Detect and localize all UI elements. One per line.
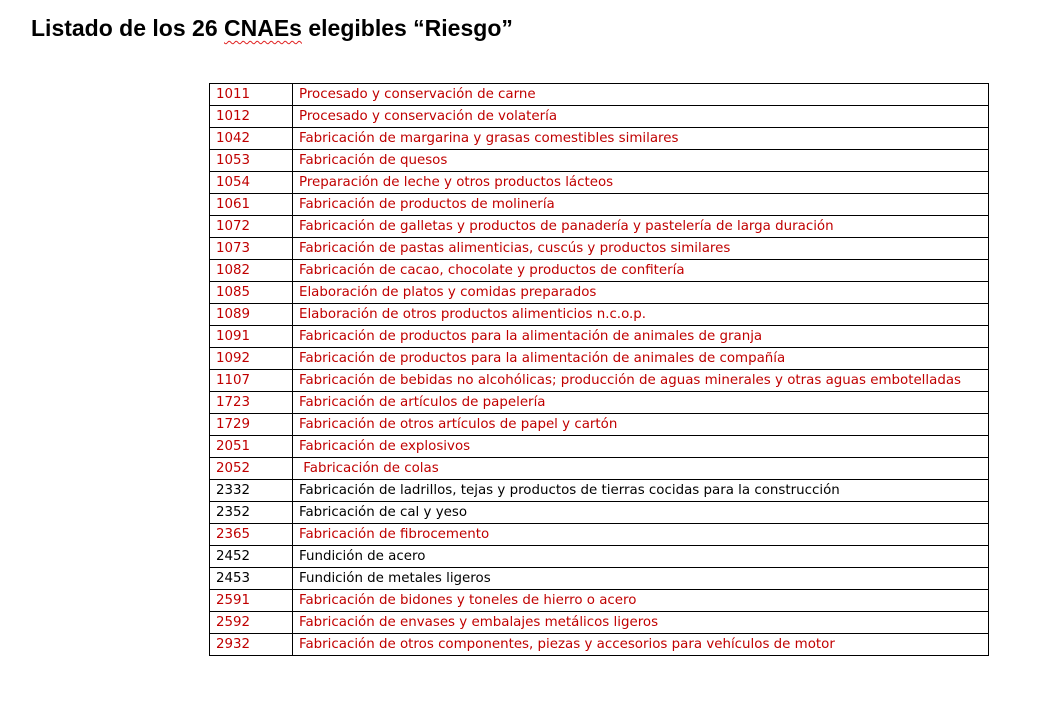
table-row	[210, 172, 989, 194]
table-row	[210, 480, 989, 502]
cnae-code-cell: 1053	[210, 150, 293, 172]
cnae-code-cell: 2365	[210, 524, 293, 546]
cnae-description-cell: Fabricación de cal y yeso	[293, 502, 989, 524]
cnae-description-cell: Fabricación de ladrillos, tejas y productos de tierras cocidas para la construcción	[293, 480, 989, 502]
cnae-code-cell: 1082	[210, 260, 293, 282]
table-row	[210, 414, 989, 436]
cnae-description-cell: Procesado y conservación de carne	[293, 84, 989, 106]
table-row	[210, 282, 989, 304]
table-row	[210, 194, 989, 216]
cnae-code-cell: 1042	[210, 128, 293, 150]
cnae-description-cell: Fabricación de productos para la alimentación de animales de compañía	[293, 348, 989, 370]
cnae-code-cell: 1092	[210, 348, 293, 370]
cnae-description-cell: Fabricación de cacao, chocolate y productos de confitería	[293, 260, 989, 282]
cnae-code-cell: 2453	[210, 568, 293, 590]
table-row	[210, 502, 989, 524]
table-row	[210, 216, 989, 238]
table-row	[210, 260, 989, 282]
table-row	[210, 84, 989, 106]
cnae-description-cell: Fabricación de otros componentes, piezas y accesorios para vehículos de motor	[293, 634, 989, 656]
cnae-code-cell: 1072	[210, 216, 293, 238]
table-row	[210, 634, 989, 656]
cnae-code-cell: 1073	[210, 238, 293, 260]
cnae-description-cell: Fabricación de bidones y toneles de hierro o acero	[293, 590, 989, 612]
title-text-start: Listado de los 26	[31, 15, 224, 41]
cnae-description-cell: Fabricación de otros artículos de papel y cartón	[293, 414, 989, 436]
cnae-description-cell: Fabricación de galletas y productos de panadería y pastelería de larga duración	[293, 216, 989, 238]
table-row	[210, 524, 989, 546]
cnae-code-cell: 2591	[210, 590, 293, 612]
cnae-table	[209, 83, 989, 656]
cnae-code-cell: 1089	[210, 304, 293, 326]
cnae-description-cell: Fabricación de artículos de papelería	[293, 392, 989, 414]
cnae-code-cell: 1091	[210, 326, 293, 348]
cnae-description-cell: Fabricación de bebidas no alcohólicas; producción de aguas minerales y otras aguas embotelladas	[293, 370, 989, 392]
cnae-code-cell: 2932	[210, 634, 293, 656]
table-row	[210, 392, 989, 414]
table-row	[210, 612, 989, 634]
table-row	[210, 128, 989, 150]
cnae-description-cell: Fabricación de fibrocemento	[293, 524, 989, 546]
table-row	[210, 304, 989, 326]
cnae-code-cell: 1107	[210, 370, 293, 392]
table-row	[210, 106, 989, 128]
cnae-description-cell: Fabricación de productos para la alimentación de animales de granja	[293, 326, 989, 348]
table-row	[210, 458, 989, 480]
cnae-table-body	[210, 84, 989, 656]
table-row	[210, 238, 989, 260]
cnae-description-cell: Fabricación de envases y embalajes metálicos ligeros	[293, 612, 989, 634]
cnae-description-cell: Fabricación de productos de molinería	[293, 194, 989, 216]
cnae-description-cell: Procesado y conservación de volatería	[293, 106, 989, 128]
title-text-cnaes: CNAEs	[224, 15, 302, 41]
table-row	[210, 590, 989, 612]
cnae-code-cell: 1012	[210, 106, 293, 128]
table-row	[210, 326, 989, 348]
cnae-description-cell: Elaboración de platos y comidas preparados	[293, 282, 989, 304]
cnae-description-cell: Fabricación de pastas alimenticias, cuscús y productos similares	[293, 238, 989, 260]
cnae-code-cell: 2051	[210, 436, 293, 458]
cnae-description-cell: Fundición de metales ligeros	[293, 568, 989, 590]
cnae-code-cell: 2452	[210, 546, 293, 568]
cnae-code-cell: 2332	[210, 480, 293, 502]
table-row	[210, 568, 989, 590]
table-row	[210, 546, 989, 568]
table-row	[210, 348, 989, 370]
table-row	[210, 436, 989, 458]
title-text-end: elegibles “Riesgo”	[301, 15, 513, 41]
cnae-code-cell: 1011	[210, 84, 293, 106]
cnae-description-cell: Preparación de leche y otros productos lácteos	[293, 172, 989, 194]
cnae-code-cell: 2592	[210, 612, 293, 634]
cnae-description-cell: Fabricación de quesos	[293, 150, 989, 172]
cnae-description-cell: Fabricación de explosivos	[293, 436, 989, 458]
cnae-description-cell: Fundición de acero	[293, 546, 989, 568]
cnae-code-cell: 2052	[210, 458, 293, 480]
cnae-code-cell: 1723	[210, 392, 293, 414]
cnae-description-cell: Elaboración de otros productos alimenticios n.c.o.p.	[293, 304, 989, 326]
cnae-code-cell: 1729	[210, 414, 293, 436]
cnae-description-cell: Fabricación de margarina y grasas comestibles similares	[293, 128, 989, 150]
cnae-code-cell: 2352	[210, 502, 293, 524]
cnae-description-cell: Fabricación de colas	[293, 458, 989, 480]
table-row	[210, 150, 989, 172]
table-row	[210, 370, 989, 392]
cnae-code-cell: 1061	[210, 194, 293, 216]
cnae-code-cell: 1085	[210, 282, 293, 304]
page-title	[31, 15, 513, 42]
cnae-code-cell: 1054	[210, 172, 293, 194]
